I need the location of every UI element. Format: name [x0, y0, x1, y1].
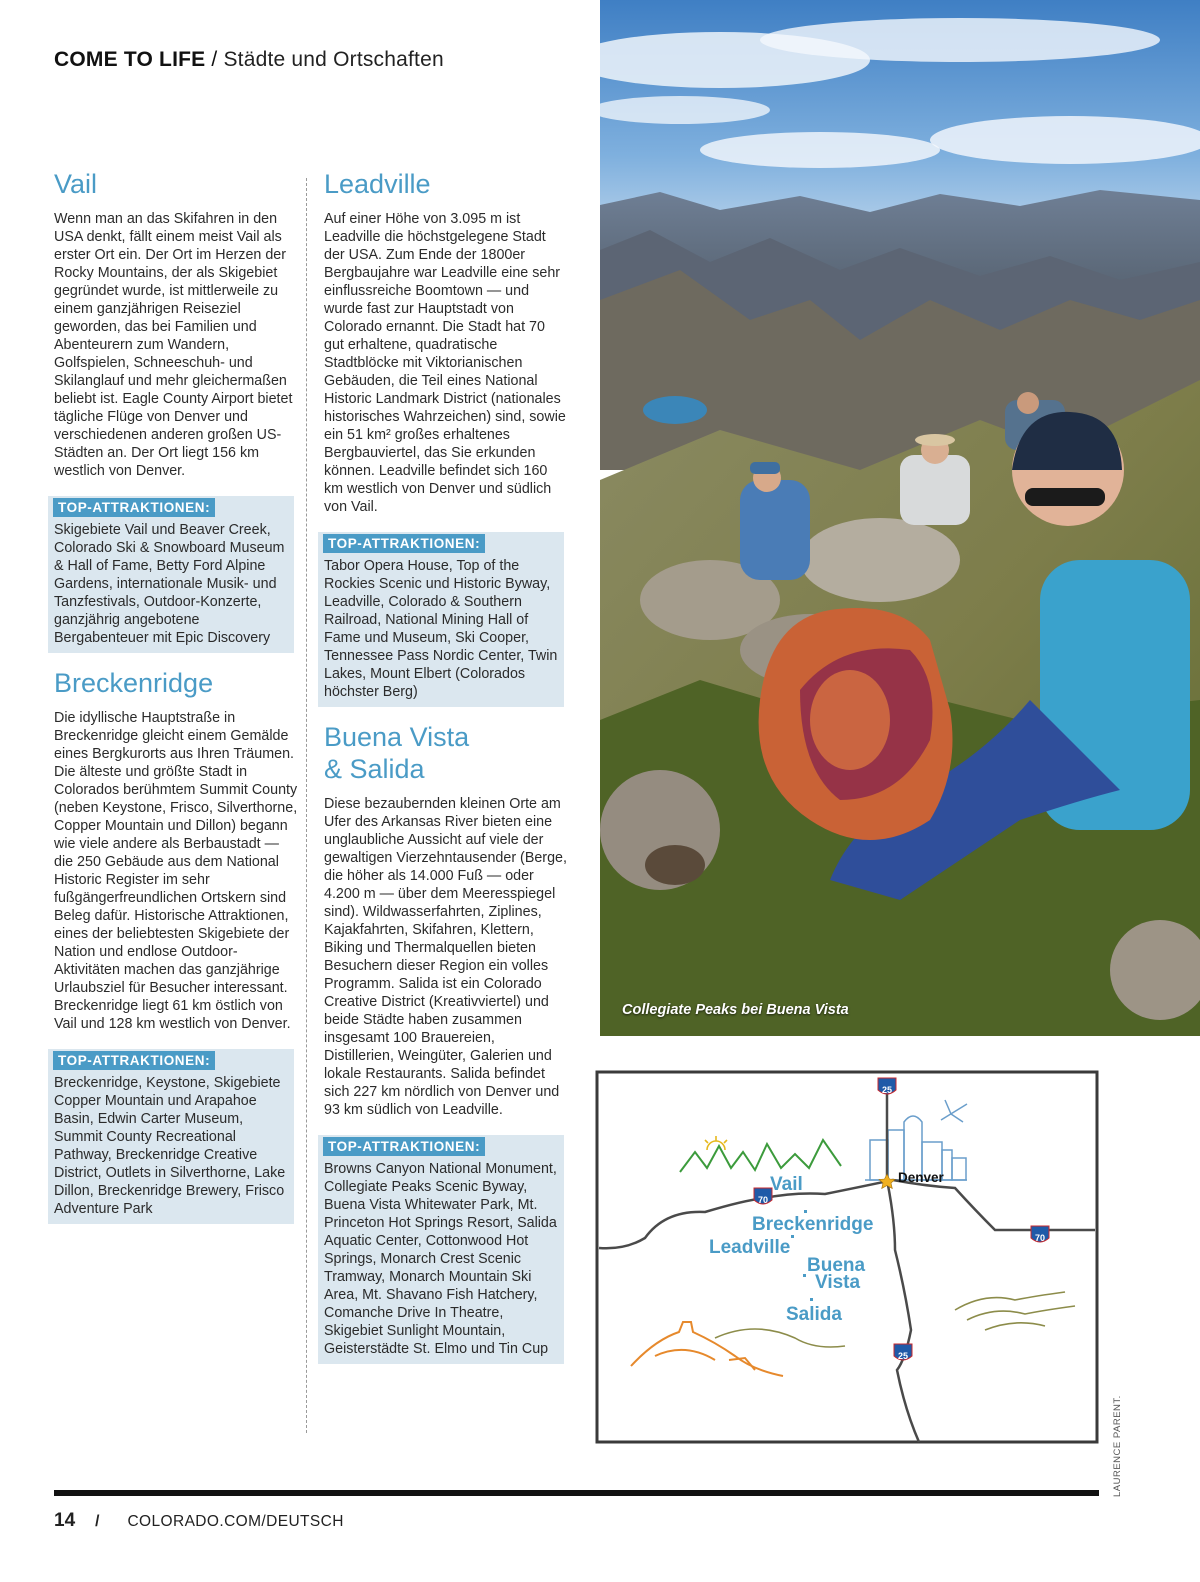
- section-breckenridge: [54, 667, 300, 1224]
- body-breckenridge: Die idyllische Hauptstraße in Breckenridge gleicht einem Gemälde eines Bergkurorts aus Ihren Träumen. Die älteste und größte Stadt in Colorados berühmtem Summit County (neben Keystone, Frisco, Silverthorne, Copper Mountain und Dillon) begann wie viele andere als Berbaustadt — die 250 Gebäude aus dem National Historic Register im sehr fußgängerfreundlichen Ortskern sind Beleg dafür. Historische Attraktionen, eines der beliebtesten Skigebiete der Nation und endlose Outdoor-Aktivitäten machen das ganzjährige Urlaubsziel für Besucher interessant. Breckenridge liegt 61 km östlich von Vail und 128 km westlich von Denver.: [54, 710, 298, 1032]
- svg-text:25: 25: [897, 1351, 909, 1361]
- section-title-buena-vista: [324, 721, 568, 785]
- attractions-box-vail: [48, 496, 294, 653]
- svg-text:25: 25: [881, 1085, 893, 1095]
- section-leadville: [324, 168, 568, 707]
- colorado-map: [595, 1070, 1099, 1444]
- body-vail: Wenn man an das Skifahren in den USA denkt, fällt einem meist Vail als erster Ort ein. Der Ort im Herzen der Rocky Mountains, der als Skigebiet gegründet wurde, ist mittlerweile zu einem ganzjährigen Reiseziel geworden, das bei Familien und Abenteurern zum Wandern, Golfspielen, Schneeschuh- und Skilanglauf und mehr gleichermaßen beliebt ist. Eagle County Airport bietet tägliche Flüge von Denver und verschiedenen anderen großen US-Städten an. Der Ort liegt 156 km westlich von Denver.: [54, 211, 293, 479]
- attractions-box-buena-vista: [318, 1135, 564, 1364]
- attractions-text-vail: Skigebiete Vail und Beaver Creek, Colorado Ski & Snowboard Museum & Hall of Fame, Betty Ford Alpine Gardens, internationale Musik- und Tanzfestivals, Outdoor-Konzerte, ganzjährig angebotene Bergabenteuer mit Epic Discovery: [54, 522, 285, 646]
- svg-text:70: 70: [757, 1195, 769, 1205]
- attractions-text-buena-vista: Browns Canyon National Monument, Collegiate Peaks Scenic Byway, Buena Vista Whitewater Park, Mt. Princeton Hot Springs Resort, Salida Aquatic Center, Cottonwood Hot Springs, Monarch Crest Scenic Tramway, Monarch Mountain Ski Area, Mt. Shavano Fish Hatchery, Comanche Drive In Theatre, Skigebiet Sunlight Mountain, Geisterstädte St. Elmo und Tin Cup: [324, 1161, 557, 1357]
- section-title-leadville: Leadville: [324, 169, 431, 199]
- photo-caption: Collegiate Peaks bei Buena Vista: [622, 1002, 849, 1018]
- attractions-text-leadville: Tabor Opera House, Top of the Rockies Scenic und Historic Byway, Leadville, Colorado & Southern Railroad, National Mining Hall of Fame und Museum, Ski Cooper, Tennessee Pass Nordic Center, Twin Lakes, Mount Elbert (Colorados höchster Berg): [324, 558, 558, 700]
- map-label-vail: Vail: [770, 1174, 803, 1195]
- map-label-vista: Vista: [815, 1272, 861, 1293]
- map-label-leadville: Leadville: [709, 1237, 791, 1258]
- attractions-text-breckenridge: Breckenridge, Keystone, Skigebiete Copper Mountain und Arapahoe Basin, Edwin Carter Museum, Summit County Recreational Pathway, Breckenridge Creative District, Outlets in Silverthorne, Lake Dillon, Breckenridge Brewery, Frisco Adventure Park: [54, 1075, 286, 1217]
- interstate-25-bottom-shield: [894, 1344, 912, 1361]
- attractions-label: TOP-ATTRAKTIONEN:: [53, 1051, 215, 1070]
- mountain-photo-illustration: [600, 0, 1200, 1036]
- region-map: [595, 1070, 1099, 1444]
- middle-column: [324, 168, 568, 1364]
- attractions-box-breckenridge: [48, 1049, 294, 1224]
- photo-credit: LAURENCE PARENT.: [1112, 1395, 1123, 1497]
- body-buena-vista: Diese bezaubernden kleinen Orte am Ufer des Arkansas River bieten eine unglaubliche Aussicht auf viele der gewaltigen Vierzehntausender (Berge, die höher als 14.000 Fuß — oder 4.200 m — über dem Meeresspiegel sind). Wildwasserfahrten, Ziplines, Kajakfahrten, Skifahren, Klettern, Biking und Thermalquellen bieten Besuchern dieser Region ein volles Programm. Salida ist ein Colorado Creative District (Kreativviertel) und beide Städte haben zusammen insgesamt 100 Brauereien, Distillerien, Weingüter, Galerien und lokale Restaurants. Salida befindet sich 227 km nördlich von Denver und 93 km südlich von Leadville.: [324, 796, 567, 1118]
- hero-photo: [600, 0, 1200, 1036]
- header-brand: COME TO LIFE: [54, 48, 206, 71]
- header-separator: /: [205, 48, 224, 71]
- page-header: [54, 48, 444, 72]
- map-label-denver: Denver: [898, 1170, 944, 1185]
- attractions-label: TOP-ATTRAKTIONEN:: [323, 1137, 485, 1156]
- header-subtitle: Städte und Ortschaften: [223, 48, 444, 71]
- svg-text:70: 70: [1034, 1233, 1046, 1243]
- section-buena-vista-salida: [324, 721, 568, 1364]
- attractions-label: TOP-ATTRAKTIONEN:: [53, 498, 215, 517]
- attractions-box-leadville: [318, 532, 564, 707]
- interstate-70-right-shield: [1031, 1226, 1049, 1243]
- map-label-breckenridge: Breckenridge: [752, 1214, 874, 1235]
- title-line-2: & Salida: [324, 754, 425, 784]
- footer-rule: [54, 1490, 1099, 1496]
- interstate-25-top-shield: [878, 1078, 896, 1095]
- map-label-buena: Buena: [807, 1255, 866, 1276]
- section-vail: [54, 168, 300, 653]
- left-column: [54, 168, 300, 1224]
- section-title-vail: Vail: [54, 169, 98, 199]
- footer-separator: /: [95, 1513, 100, 1530]
- page-footer: [54, 1510, 344, 1532]
- attractions-label: TOP-ATTRAKTIONEN:: [323, 534, 485, 553]
- map-label-salida: Salida: [786, 1304, 842, 1325]
- body-leadville: Auf einer Höhe von 3.095 m ist Leadville die höchstgelegene Stadt der USA. Zum Ende der 1800er Bergbaujahre war Leadville eine sehr einflussreiche Boomtown — und wurde fast zur Hauptstadt von Colorado ernannt. Die Stadt hat 70 gut erhaltene, quadratische Stadtblöcke mit Viktorianischen Gebäuden, die Teil eines National Historic Landmark District (nationales historisches Wahrzeichen) sind, sowie ein 51 km² großes erhaltenes Bergbauviertel, das Sie erkunden können. Leadville befindet sich 160 km westlich von Denver und südlich von Vail.: [324, 211, 566, 515]
- footer-url[interactable]: COLORADO.COM/DEUTSCH: [127, 1513, 344, 1530]
- title-line-1: Buena Vista: [324, 722, 470, 752]
- column-divider: [306, 178, 307, 1433]
- page-number: 14: [54, 1510, 76, 1531]
- section-title-breckenridge: Breckenridge: [54, 668, 214, 698]
